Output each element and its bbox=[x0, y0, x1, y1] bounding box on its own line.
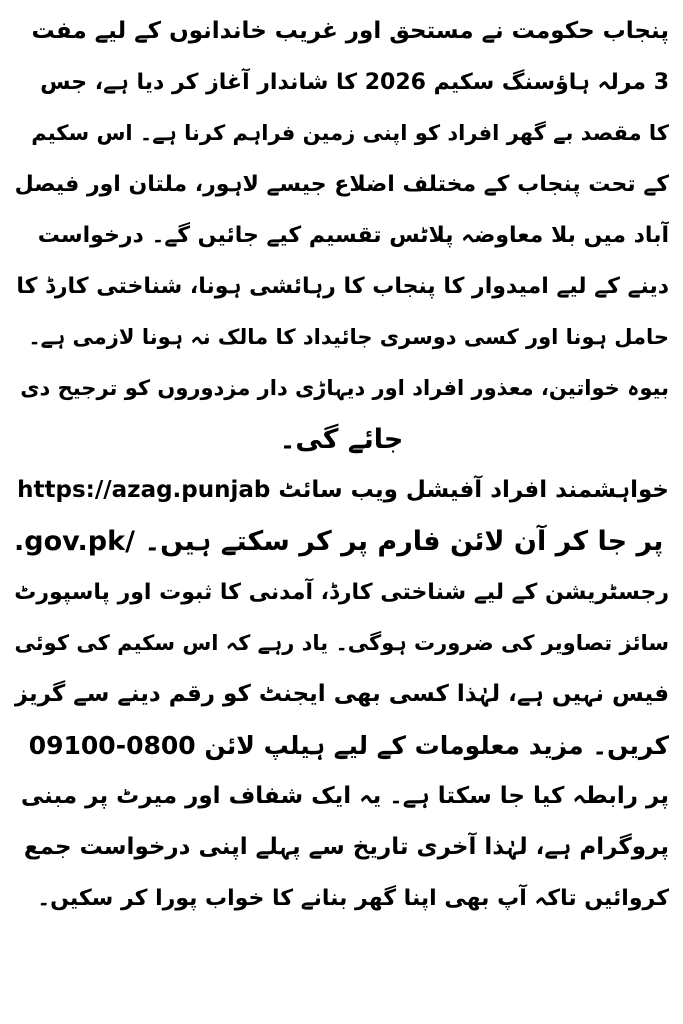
text-line: پروگرام ہے، لہٰذا آخری تاریخ سے پہلے اپنی درخواست جمع bbox=[23, 834, 669, 860]
text-line-with-link: .gov.pk/ پر جا کر آن لائن فارم پر کر سکتے ہیں۔ bbox=[14, 526, 664, 557]
text-line: جائے گی۔ bbox=[279, 424, 404, 455]
text-line: حامل ہونا اور کسی دوسری جائیداد کا مالک نہ ہونا لازمی ہے۔ bbox=[28, 325, 669, 349]
text-line: 3 مرلہ ہاؤسنگ سکیم 2026 کا شاندار آغاز کر دیا ہے، جس bbox=[40, 70, 669, 95]
text-line: بیوہ خواتین، معذور افراد اور دیہاڑی دار مزدوروں کو ترجیح دی bbox=[20, 376, 669, 400]
text-line-with-link: خواہشمند افراد آفیشل ویب سائٹ https://azag.punjab bbox=[17, 477, 669, 503]
text-line-with-helpline: کریں۔ مزید معلومات کے لیے ہیلپ لائن 0800-09100 bbox=[28, 731, 669, 760]
text-line: آباد میں بلا معاوضہ پلاٹس تقسیم کیے جائیں گے۔ درخواست bbox=[37, 223, 669, 248]
text-line: سائز تصاویر کی ضرورت ہوگی۔ یاد رہے کہ اس سکیم کی کوئی bbox=[14, 631, 669, 655]
text-line: پنجاب حکومت نے مستحق اور غریب خاندانوں کے لیے مفت bbox=[31, 18, 669, 44]
text-line: کے تحت پنجاب کے مختلف اضلاع جیسے لاہور، ملتان اور فیصل bbox=[14, 172, 669, 197]
text-line: پر رابطہ کیا جا سکتا ہے۔ یہ ایک شفاف اور میرٹ پر مبنی bbox=[20, 783, 669, 809]
text-line: کا مقصد بے گھر افراد کو اپنی زمین فراہم کرنا ہے۔ اس سکیم bbox=[31, 121, 669, 145]
text-line: رجسٹریشن کے لیے شناختی کارڈ، آمدنی کا ثبوت اور پاسپورٹ bbox=[14, 580, 669, 605]
text-line: دینے کے لیے امیدوار کا پنجاب کا رہائشی ہونا، شناختی کارڈ کا bbox=[16, 274, 669, 299]
text-line: فیس نہیں ہے، لہٰذا کسی بھی ایجنٹ کو رقم دینے سے گریز bbox=[14, 681, 669, 707]
text-line: کروائیں تاکہ آپ بھی اپنا گھر بنانے کا خواب پورا کر سکیں۔ bbox=[37, 886, 669, 911]
